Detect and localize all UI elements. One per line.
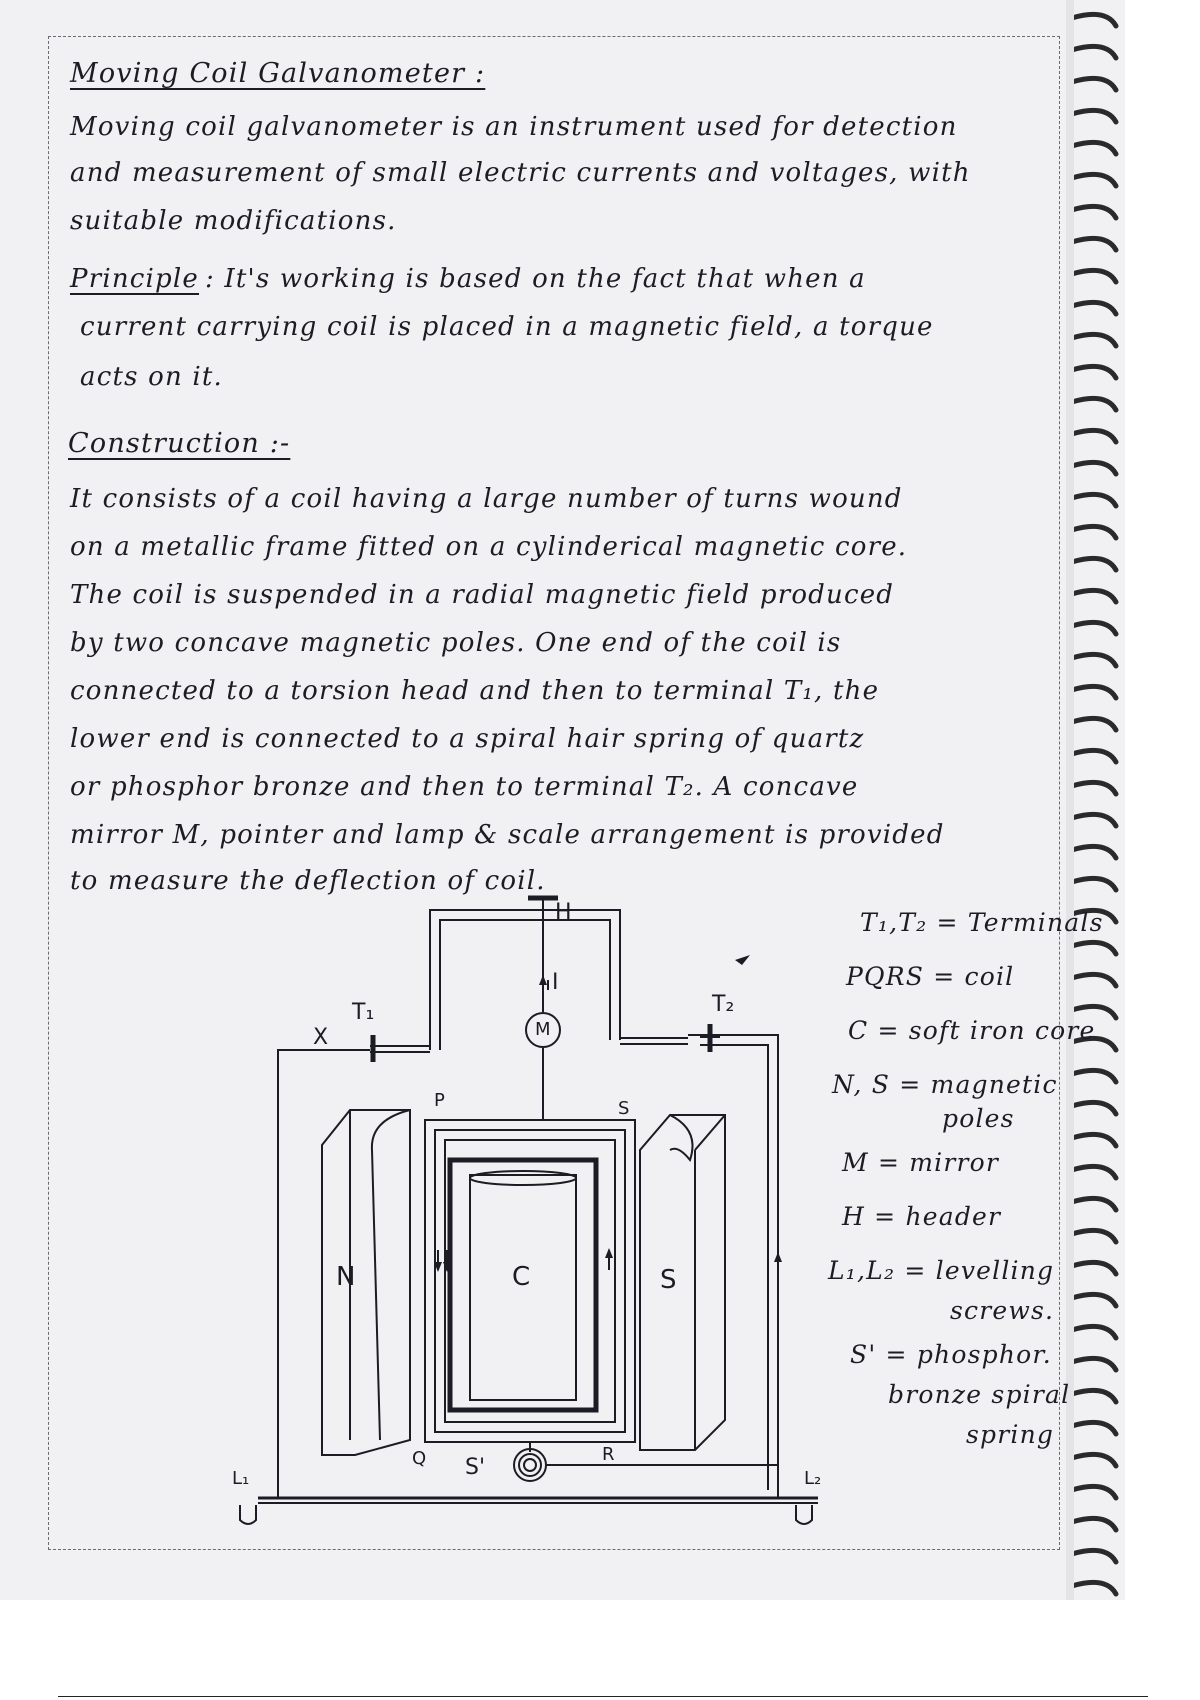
legend-header: H = header bbox=[842, 1202, 1002, 1231]
principle-line-2: current carrying coil is placed in a magnetic field, a torque bbox=[80, 312, 934, 342]
label-L1: L₁ bbox=[232, 1468, 250, 1489]
label-I: I bbox=[552, 970, 559, 995]
legend-core: C = soft iron core bbox=[848, 1016, 1096, 1045]
label-header-H: H bbox=[555, 900, 572, 925]
label-S-coil: S bbox=[618, 1098, 630, 1119]
label-P: P bbox=[434, 1090, 445, 1111]
construction-line-8: mirror M, pointer and lamp & scale arrangement is provided bbox=[70, 820, 945, 850]
intro-line-3: suitable modifications. bbox=[70, 206, 397, 236]
page-title: Moving Coil Galvanometer : bbox=[70, 58, 486, 89]
label-T2: T₂ bbox=[712, 992, 735, 1017]
construction-line-4: by two concave magnetic poles. One end of the coil is bbox=[70, 628, 842, 658]
construction-line-6: lower end is connected to a spiral hair spring of quartz bbox=[70, 724, 865, 754]
label-S-pole: S bbox=[660, 1265, 677, 1295]
construction-line-5: connected to a torsion head and then to terminal T₁, the bbox=[70, 676, 880, 706]
legend-spring-end: spring bbox=[966, 1420, 1055, 1449]
construction-line-1: It consists of a coil having a large number of turns wound bbox=[70, 484, 903, 514]
bottom-rule bbox=[58, 1696, 1148, 1697]
label-L2: L₂ bbox=[804, 1468, 822, 1489]
label-spring-S-prime: S' bbox=[465, 1455, 486, 1480]
legend-poles: N, S = magnetic bbox=[832, 1070, 1058, 1099]
legend-screws: L₁,L₂ = levelling bbox=[828, 1256, 1055, 1285]
legend-screws-cont: screws. bbox=[950, 1296, 1055, 1325]
legend-terminals: T₁,T₂ = Terminals bbox=[860, 908, 1104, 937]
label-R: R bbox=[602, 1444, 615, 1465]
label-X: X bbox=[313, 1025, 329, 1050]
construction-line-9: to measure the deflection of coil. bbox=[70, 866, 546, 896]
label-N-pole: N bbox=[336, 1262, 356, 1292]
legend-mirror: M = mirror bbox=[842, 1148, 1000, 1177]
principle-line-1: : It's working is based on the fact that when a bbox=[205, 264, 866, 294]
construction-heading: Construction :- bbox=[68, 428, 291, 459]
legend-coil: PQRS = coil bbox=[846, 962, 1015, 991]
label-Q: Q bbox=[412, 1448, 427, 1469]
construction-line-2: on a metallic frame fitted on a cylinderical magnetic core. bbox=[70, 532, 908, 562]
label-core-C: C bbox=[512, 1262, 531, 1292]
label-mirror-M: M bbox=[535, 1019, 551, 1040]
legend-poles-cont: poles bbox=[942, 1104, 1015, 1133]
intro-line-1: Moving coil galvanometer is an instrument used for detection bbox=[70, 112, 958, 142]
label-T1: T₁ bbox=[352, 1000, 375, 1025]
construction-line-3: The coil is suspended in a radial magnetic field produced bbox=[70, 580, 895, 610]
intro-line-2: and measurement of small electric currents and voltages, with bbox=[70, 158, 971, 188]
legend-spring-cont: bronze spiral bbox=[888, 1380, 1071, 1409]
principle-label: Principle bbox=[70, 264, 200, 294]
principle-line-3: acts on it. bbox=[80, 362, 224, 392]
legend-spring: S' = phosphor. bbox=[850, 1340, 1052, 1369]
construction-line-7: or phosphor bronze and then to terminal T₂. A concave bbox=[70, 772, 859, 802]
